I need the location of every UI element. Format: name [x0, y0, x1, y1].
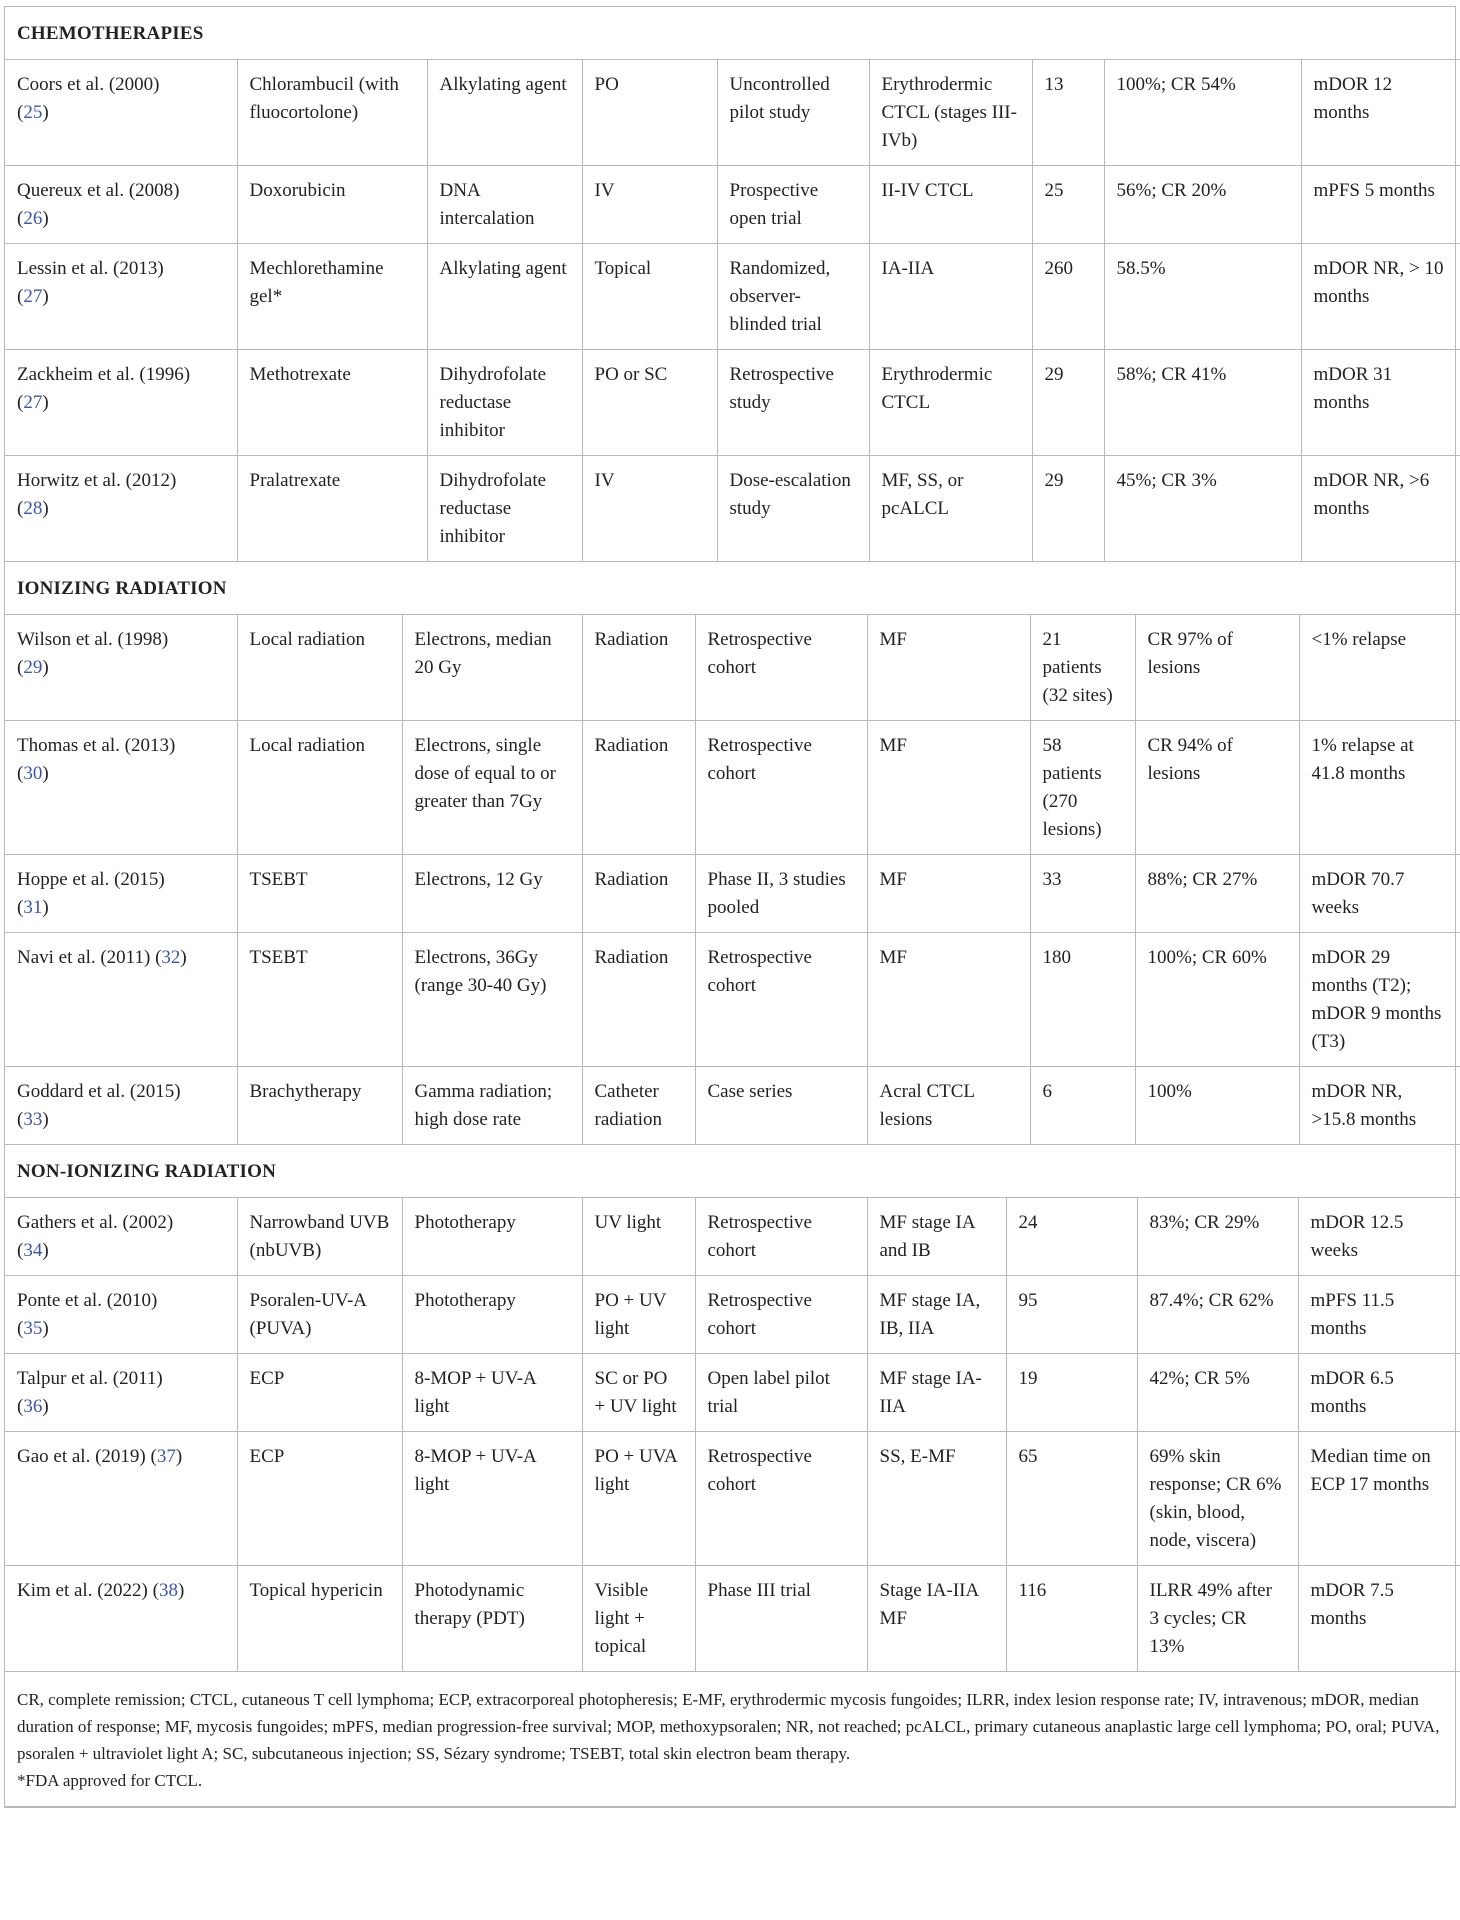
cell-agent: Psoralen-UV-A (PUVA)	[237, 1276, 402, 1354]
table-row	[5, 721, 1460, 855]
cell-response: 100%; CR 60%	[1135, 933, 1299, 1067]
study-author: Thomas et al. (2013)	[17, 735, 176, 756]
cell-route: PO	[582, 60, 717, 166]
cell-agent: ECP	[237, 1354, 402, 1432]
section-header-row	[5, 1145, 1460, 1198]
cell-population: MF, SS, or pcALCL	[869, 456, 1032, 562]
cell-response: CR 94% of lesions	[1135, 721, 1299, 855]
cell-route: Radiation	[582, 933, 695, 1067]
study-author: Wilson et al. (1998)	[17, 629, 169, 650]
cell-response: 88%; CR 27%	[1135, 855, 1299, 933]
table-row	[5, 1198, 1460, 1276]
reference-link[interactable]: 37	[156, 1446, 176, 1467]
cell-population: Erythrodermic CTCL (stages III-IVb)	[869, 60, 1032, 166]
cell-mechanism: Electrons, 36Gy (range 30-40 Gy)	[402, 933, 582, 1067]
cell-duration: mDOR 12 months	[1301, 60, 1460, 166]
cell-route: PO + UVA light	[582, 1432, 695, 1566]
cell-agent: Local radiation	[237, 721, 402, 855]
cell-response: 69% skin response; CR 6% (skin, blood, node, viscera)	[1137, 1432, 1298, 1566]
cell-duration: 1% relapse at 41.8 months	[1299, 721, 1460, 855]
table-row	[5, 1566, 1460, 1672]
cell-population: MF	[867, 615, 1030, 721]
cell-agent: Topical hypericin	[237, 1566, 402, 1672]
cell-n: 29	[1032, 456, 1104, 562]
reference-link[interactable]: 32	[161, 947, 181, 968]
cell-design: Open label pilot trial	[695, 1354, 867, 1432]
cell-study: Goddard et al. (2015) (33)	[5, 1067, 237, 1145]
cell-mechanism: Alkylating agent	[427, 60, 582, 166]
cell-agent: Brachytherapy	[237, 1067, 402, 1145]
footnote-table	[5, 1672, 1455, 1807]
cell-study: Hoppe et al. (2015) (31)	[5, 855, 237, 933]
cell-route: Catheter radiation	[582, 1067, 695, 1145]
cell-study: Talpur et al. (2011) (36)	[5, 1354, 237, 1432]
cell-response: 58%; CR 41%	[1104, 350, 1301, 456]
cell-duration: mDOR NR, >6 months	[1301, 456, 1460, 562]
table-row	[5, 456, 1460, 562]
cell-route: IV	[582, 166, 717, 244]
cell-route: UV light	[582, 1198, 695, 1276]
cell-mechanism: Phototherapy	[402, 1276, 582, 1354]
table-row	[5, 855, 1460, 933]
section-header-row	[5, 562, 1460, 615]
reference-link[interactable]: 35	[23, 1318, 43, 1339]
cell-study: Kim et al. (2022) (38)	[5, 1566, 237, 1672]
cell-mechanism: Alkylating agent	[427, 244, 582, 350]
cell-duration: mDOR 7.5 months	[1298, 1566, 1460, 1672]
cell-study: Navi et al. (2011) (32)	[5, 933, 237, 1067]
cell-agent: Methotrexate	[237, 350, 427, 456]
cell-n: 65	[1006, 1432, 1137, 1566]
cell-study: Gathers et al. (2002) (34)	[5, 1198, 237, 1276]
cell-n: 33	[1030, 855, 1135, 933]
cell-n: 19	[1006, 1354, 1137, 1432]
reference-link[interactable]: 26	[23, 208, 43, 229]
section-table	[5, 7, 1460, 562]
fda-note: *FDA approved for CTCL.	[17, 1771, 203, 1790]
cell-response: 58.5%	[1104, 244, 1301, 350]
cell-n: 260	[1032, 244, 1104, 350]
cell-study: Gao et al. (2019) (37)	[5, 1432, 237, 1566]
cell-route: PO + UV light	[582, 1276, 695, 1354]
cell-study: Lessin et al. (2013) (27)	[5, 244, 237, 350]
cell-mechanism: Electrons, 12 Gy	[402, 855, 582, 933]
cell-mechanism: 8-MOP + UV-A light	[402, 1432, 582, 1566]
cell-response: 42%; CR 5%	[1137, 1354, 1298, 1432]
cell-route: Radiation	[582, 615, 695, 721]
cell-design: Case series	[695, 1067, 867, 1145]
cell-design: Phase III trial	[695, 1566, 867, 1672]
cell-n: 21 patients (32 sites)	[1030, 615, 1135, 721]
cell-response: 100%; CR 54%	[1104, 60, 1301, 166]
cell-population: IA-IIA	[869, 244, 1032, 350]
table-row	[5, 615, 1460, 721]
table-row	[5, 60, 1460, 166]
cell-route: Visible light + topical	[582, 1566, 695, 1672]
cell-mechanism: Electrons, median 20 Gy	[402, 615, 582, 721]
cell-mechanism: Phototherapy	[402, 1198, 582, 1276]
section-header-row	[5, 7, 1460, 60]
study-author: Gao et al. (2019)	[17, 1446, 146, 1467]
study-author: Coors et al. (2000)	[17, 74, 160, 95]
study-author: Zackheim et al. (1996)	[17, 364, 191, 385]
therapy-table	[4, 6, 1456, 1808]
cell-design: Phase II, 3 studies pooled	[695, 855, 867, 933]
cell-response: 56%; CR 20%	[1104, 166, 1301, 244]
cell-study: Thomas et al. (2013) (30)	[5, 721, 237, 855]
cell-route: Radiation	[582, 721, 695, 855]
cell-mechanism: Dihydrofolate reductase inhibitor	[427, 350, 582, 456]
cell-duration: Median time on ECP 17 months	[1298, 1432, 1460, 1566]
cell-n: 116	[1006, 1566, 1137, 1672]
cell-design: Prospective open trial	[717, 166, 869, 244]
table-row	[5, 1432, 1460, 1566]
reference-link[interactable]: 27	[23, 286, 43, 307]
study-author: Ponte et al. (2010)	[17, 1290, 158, 1311]
cell-study: Zackheim et al. (1996) (27)	[5, 350, 237, 456]
cell-mechanism: Gamma radiation; high dose rate	[402, 1067, 582, 1145]
cell-agent: Mechlorethamine gel*	[237, 244, 427, 350]
cell-duration: mDOR 70.7 weeks	[1299, 855, 1460, 933]
cell-design: Retrospective cohort	[695, 1432, 867, 1566]
cell-response: CR 97% of lesions	[1135, 615, 1299, 721]
reference-link[interactable]: 28	[23, 498, 43, 519]
cell-population: MF	[867, 721, 1030, 855]
cell-design: Retrospective cohort	[695, 1276, 867, 1354]
cell-agent: Narrowband UVB (nbUVB)	[237, 1198, 402, 1276]
cell-population: Stage IA-IIA MF	[867, 1566, 1006, 1672]
cell-response: 87.4%; CR 62%	[1137, 1276, 1298, 1354]
cell-agent: TSEBT	[237, 933, 402, 1067]
cell-agent: TSEBT	[237, 855, 402, 933]
section-title: IONIZING RADIATION	[5, 562, 1460, 615]
cell-route: IV	[582, 456, 717, 562]
reference-link[interactable]: 30	[23, 763, 43, 784]
cell-duration: mPFS 11.5 months	[1298, 1276, 1460, 1354]
cell-study: Quereux et al. (2008) (26)	[5, 166, 237, 244]
cell-design: Randomized, observer-blinded trial	[717, 244, 869, 350]
footnote	[5, 1672, 1455, 1807]
section-title: CHEMOTHERAPIES	[5, 7, 1460, 60]
cell-study: Wilson et al. (1998) (29)	[5, 615, 237, 721]
cell-n: 180	[1030, 933, 1135, 1067]
study-author: Kim et al. (2022)	[17, 1580, 148, 1601]
reference-link[interactable]: 38	[158, 1580, 178, 1601]
cell-design: Retrospective study	[717, 350, 869, 456]
cell-study: Coors et al. (2000) (25)	[5, 60, 237, 166]
cell-design: Uncontrolled pilot study	[717, 60, 869, 166]
cell-response: ILRR 49% after 3 cycles; CR 13%	[1137, 1566, 1298, 1672]
section-title: NON-IONIZING RADIATION	[5, 1145, 1460, 1198]
cell-population: MF stage IA-IIA	[867, 1354, 1006, 1432]
cell-agent: Chlorambucil (with fluocortolone)	[237, 60, 427, 166]
reference-link[interactable]: 27	[23, 392, 43, 413]
table-row	[5, 1354, 1460, 1432]
cell-population: II-IV CTCL	[869, 166, 1032, 244]
cell-n: 95	[1006, 1276, 1137, 1354]
cell-duration: mDOR 6.5 months	[1298, 1354, 1460, 1432]
cell-design: Retrospective cohort	[695, 721, 867, 855]
abbreviations-note: CR, complete remission; CTCL, cutaneous T cell lymphoma; ECP, extracorporeal photopheresis; E-MF, erythrodermic mycosis fungoides; ILRR, index lesion response rate; IV, intravenous; mDOR, median duration of response; MF, mycosis fungoides; mPFS, median progression-free survival; MOP, methoxypsoralen; NR, not reached; pcALCL, primary cutaneous anaplastic large cell lymphoma; PO, oral; PUVA, psoralen + ultraviolet light A; SC, subcutaneous injection; SS, Sézary syndrome; TSEBT, total skin electron beam therapy.	[17, 1690, 1440, 1763]
table-row	[5, 350, 1460, 456]
cell-mechanism: Electrons, single dose of equal to or greater than 7Gy	[402, 721, 582, 855]
reference-link[interactable]: 29	[23, 657, 43, 678]
cell-route: Radiation	[582, 855, 695, 933]
reference-link[interactable]: 31	[23, 897, 43, 918]
cell-n: 25	[1032, 166, 1104, 244]
cell-duration: mPFS 5 months	[1301, 166, 1460, 244]
cell-n: 29	[1032, 350, 1104, 456]
cell-n: 24	[1006, 1198, 1137, 1276]
table-row	[5, 166, 1460, 244]
cell-duration: mDOR 31 months	[1301, 350, 1460, 456]
study-author: Hoppe et al. (2015)	[17, 869, 165, 890]
cell-n: 6	[1030, 1067, 1135, 1145]
cell-agent: Doxorubicin	[237, 166, 427, 244]
study-author: Goddard et al. (2015)	[17, 1081, 181, 1102]
cell-study: Horwitz et al. (2012) (28)	[5, 456, 237, 562]
table-row	[5, 1067, 1460, 1145]
cell-agent: Pralatrexate	[237, 456, 427, 562]
cell-design: Dose-escalation study	[717, 456, 869, 562]
cell-n: 58 patients (270 lesions)	[1030, 721, 1135, 855]
cell-duration: <1% relapse	[1299, 615, 1460, 721]
study-author: Talpur et al. (2011)	[17, 1368, 163, 1389]
section-table	[5, 562, 1460, 1145]
cell-design: Retrospective cohort	[695, 933, 867, 1067]
cell-population: MF stage IA, IB, IIA	[867, 1276, 1006, 1354]
cell-response: 83%; CR 29%	[1137, 1198, 1298, 1276]
cell-route: PO or SC	[582, 350, 717, 456]
cell-population: Acral CTCL lesions	[867, 1067, 1030, 1145]
cell-n: 13	[1032, 60, 1104, 166]
cell-mechanism: DNA intercalation	[427, 166, 582, 244]
cell-mechanism: Photodynamic therapy (PDT)	[402, 1566, 582, 1672]
table-row	[5, 1276, 1460, 1354]
reference-link[interactable]: 33	[23, 1109, 43, 1130]
study-author: Quereux et al. (2008)	[17, 180, 180, 201]
cell-study: Ponte et al. (2010) (35)	[5, 1276, 237, 1354]
cell-population: MF stage IA and IB	[867, 1198, 1006, 1276]
section-table	[5, 1145, 1460, 1672]
cell-agent: Local radiation	[237, 615, 402, 721]
reference-link[interactable]: 36	[23, 1396, 43, 1417]
study-author: Navi et al. (2011)	[17, 947, 151, 968]
reference-link[interactable]: 34	[23, 1240, 43, 1261]
reference-link[interactable]: 25	[23, 102, 43, 123]
cell-population: MF	[867, 855, 1030, 933]
cell-design: Retrospective cohort	[695, 615, 867, 721]
table-row	[5, 244, 1460, 350]
cell-mechanism: 8-MOP + UV-A light	[402, 1354, 582, 1432]
cell-design: Retrospective cohort	[695, 1198, 867, 1276]
cell-response: 100%	[1135, 1067, 1299, 1145]
cell-population: MF	[867, 933, 1030, 1067]
study-author: Horwitz et al. (2012)	[17, 470, 177, 491]
cell-route: Topical	[582, 244, 717, 350]
table-row	[5, 933, 1460, 1067]
cell-duration: mDOR NR, > 10 months	[1301, 244, 1460, 350]
cell-route: SC or PO + UV light	[582, 1354, 695, 1432]
cell-population: SS, E-MF	[867, 1432, 1006, 1566]
study-author: Lessin et al. (2013)	[17, 258, 164, 279]
cell-population: Erythrodermic CTCL	[869, 350, 1032, 456]
cell-duration: mDOR 12.5 weeks	[1298, 1198, 1460, 1276]
cell-response: 45%; CR 3%	[1104, 456, 1301, 562]
study-author: Gathers et al. (2002)	[17, 1212, 174, 1233]
cell-mechanism: Dihydrofolate reductase inhibitor	[427, 456, 582, 562]
cell-agent: ECP	[237, 1432, 402, 1566]
cell-duration: mDOR NR, >15.8 months	[1299, 1067, 1460, 1145]
cell-duration: mDOR 29 months (T2); mDOR 9 months (T3)	[1299, 933, 1460, 1067]
